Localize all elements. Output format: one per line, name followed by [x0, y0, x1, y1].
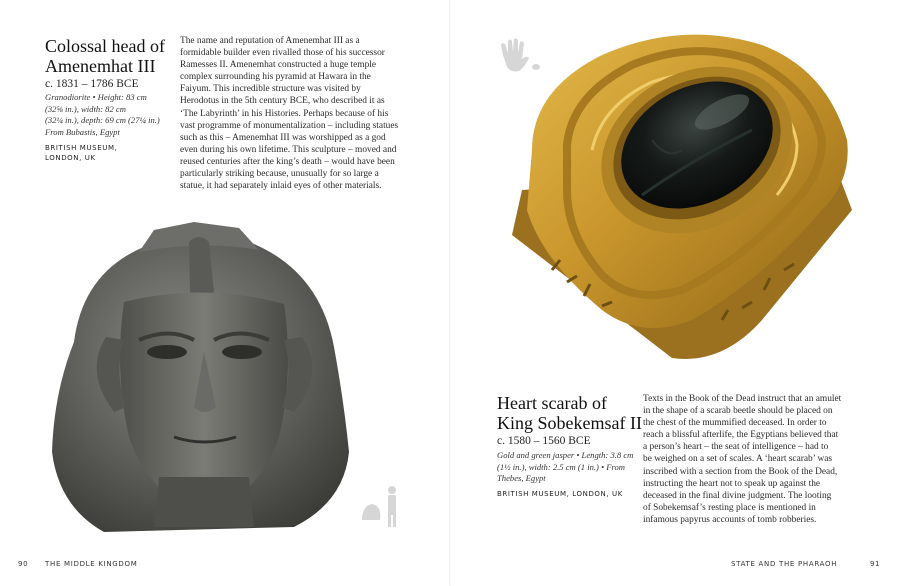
right-body-line: reach a blissful afterlife, the Egyptians believed that: [643, 430, 839, 441]
colossal-head-photo: [44, 222, 356, 540]
right-body-line: in the shape of a scarab beetle should be placed on: [643, 406, 833, 417]
left-body-line: particularly striking because, unusually for so large a: [180, 169, 379, 180]
left-body-line: even during his own lifetime. This sculpture – moved and: [180, 144, 397, 155]
left-body-line: formidable builder even rivalled those of his successor: [180, 48, 385, 59]
left-specs: [45, 92, 160, 138]
right-title-line2: King Sobekemsaf II: [497, 413, 642, 433]
left-body-line: vast programme of monumentalization – including statues: [180, 120, 399, 131]
right-body-line: a person’s heart – the seat of intelligence – had to: [643, 442, 829, 453]
right-page-number: 91: [870, 560, 881, 568]
left-museum-line: BRITISH MUSEUM,: [45, 144, 118, 152]
left-body-line: ‘The Labyrinth’ in his Histories. Perhaps because of his: [180, 108, 389, 119]
right-body-line: Texts in the Book of the Dead instruct that an amulet: [643, 394, 842, 404]
right-body-line: the chest of the mummified deceased. In order to: [643, 418, 827, 429]
left-spec-line: (32⅝ in.), width: 82 cm: [45, 103, 126, 114]
right-body-line: be weighed on a set of scales. A ‘heart scarab’ was: [643, 454, 833, 465]
right-museum-line: BRITISH MUSEUM, LONDON, UK: [497, 490, 623, 498]
left-running-head: THE MIDDLE KINGDOM: [45, 560, 138, 568]
scale-figure-icon: [358, 484, 402, 528]
left-body-line: Ramesses II. Amenemhat constructed a huge temple: [180, 60, 377, 71]
left-date: c. 1831 – 1786 BCE: [45, 78, 139, 90]
left-title-line1: Colossal head of: [45, 36, 165, 56]
left-body-line: Faiyum. This incredible structure was visited by: [180, 84, 361, 95]
left-title: [45, 36, 165, 76]
left-body-line: such as this – Amenemhat III was worshipped as a god: [180, 132, 386, 143]
left-body-line: Herodotus in the 5th century BCE, who described it as: [180, 96, 385, 107]
right-running-head: STATE AND THE PHARAOH: [731, 560, 838, 568]
right-title-line1: Heart scarab of: [497, 393, 607, 413]
right-museum: [497, 489, 623, 499]
right-title: [497, 393, 642, 433]
right-spec-line: Gold and green jasper • Length: 3.8 cm: [497, 450, 634, 460]
right-body-text: [643, 393, 868, 526]
left-body-line: statue, it had separately inlaid eyes of other materials.: [180, 181, 382, 192]
heart-scarab-photo: [492, 20, 860, 368]
left-spec-line: (32¼ in.), depth: 69 cm (27¼ in.): [45, 115, 160, 125]
right-body-line: deceased in the final divine judgment. The looting: [643, 490, 832, 501]
left-body-line: reused centuries after the king’s death – would have been: [180, 156, 395, 167]
left-body-text: [180, 35, 410, 192]
right-spec-line: (1½ in.), width: 2.5 cm (1 in.) • From: [497, 461, 625, 472]
right-body-line: instructing the heart not to speak up against the: [643, 478, 821, 489]
right-body-line: infamous papyrus accounts of tomb robberies.: [643, 514, 817, 525]
right-body-line: inscribed with a section from the Book of the Dead,: [643, 466, 838, 477]
right-date: c. 1580 – 1560 BCE: [497, 435, 591, 447]
left-museum-line: LONDON, UK: [45, 154, 96, 162]
page-gutter: [449, 0, 451, 586]
left-body-line: The name and reputation of Amenemhat III as a: [180, 36, 360, 46]
right-spec-line: Thebes, Egypt: [497, 473, 546, 483]
right-specs: [497, 450, 633, 485]
left-title-line2: Amenemhat III: [45, 56, 156, 76]
left-body-line: complex surrounding his pyramid at Hawara in the: [180, 72, 371, 83]
left-page-number: 90: [18, 560, 29, 568]
left-museum: [45, 143, 117, 163]
left-spec-line: From Bubastis, Egypt: [45, 126, 120, 137]
left-spec-line: Granodiorite • Height: 83 cm: [45, 92, 147, 102]
right-body-line: of Sobekemsaf’s resting place is mentioned in: [643, 502, 816, 513]
